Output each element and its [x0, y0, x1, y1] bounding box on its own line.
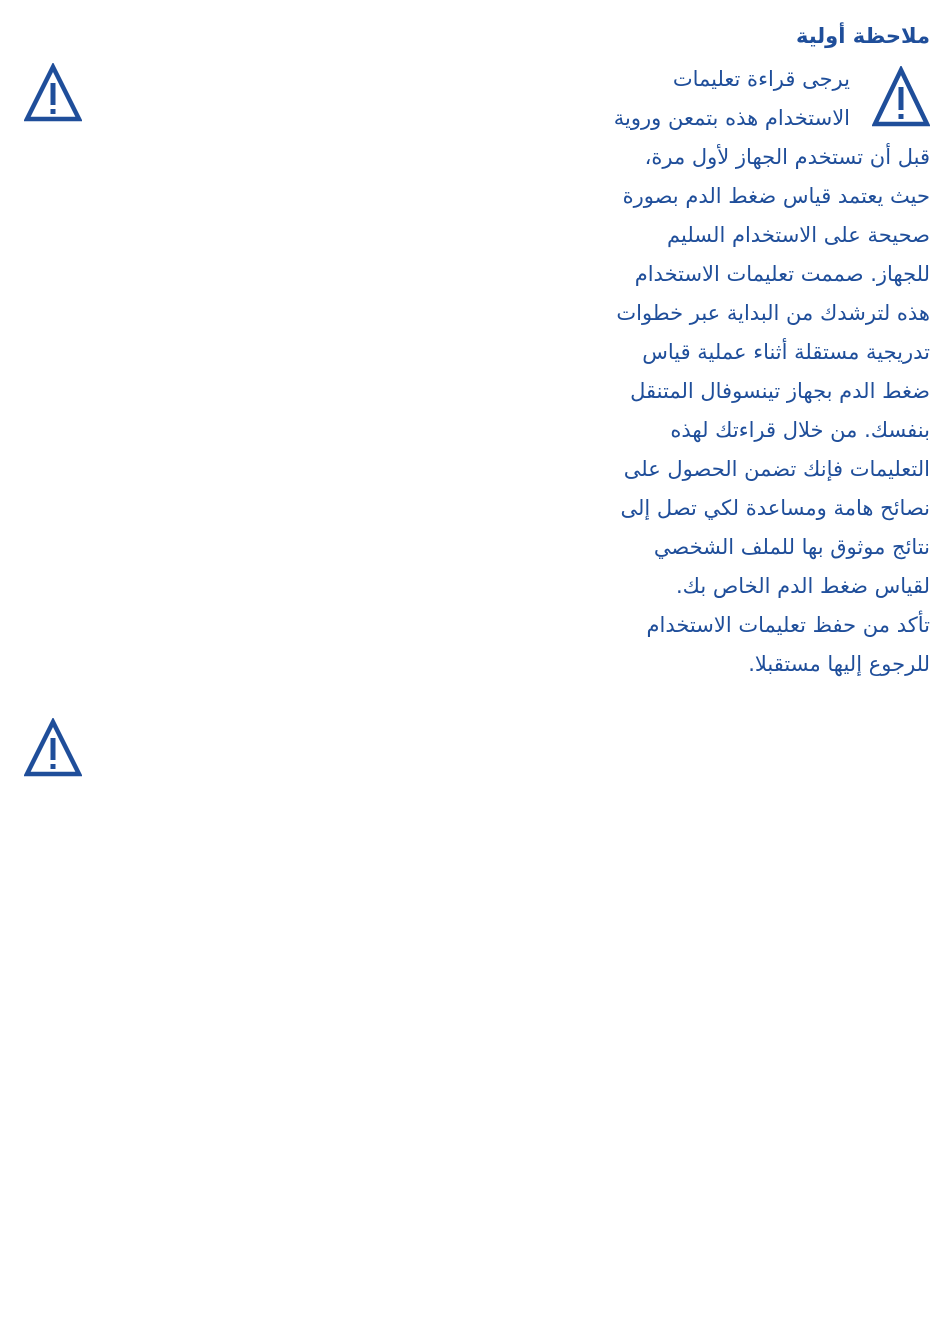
warning-triangle-icon	[24, 63, 82, 123]
body-line: التعليمات فإنك تضمن الحصول على	[623, 457, 930, 481]
body-line: تدريجية مستقلة أثناء عملية قياس	[642, 340, 930, 364]
body-line: صحيحة على الاستخدام السليم	[667, 223, 930, 247]
body-line: هذه لترشدك من البداية عبر خطوات	[616, 301, 930, 325]
body-line: للرجوع إليها مستقبلا.	[748, 652, 930, 676]
body-line: نصائح هامة ومساعدة لكي تصل إلى	[620, 496, 930, 520]
body-line: ضغط الدم بجهاز تينسوفال المتنقل	[630, 379, 930, 403]
body-line: قبل أن تستخدم الجهاز لأول مرة،	[644, 145, 930, 169]
intro-paragraph	[520, 60, 850, 138]
body-paragraph	[500, 138, 930, 684]
warning-triangle-icon	[24, 718, 82, 778]
warning-triangle-icon	[872, 66, 930, 128]
body-line: للجهاز. صممت تعليمات الاستخدام	[634, 262, 930, 286]
body-line: نتائج موثوق بها للملف الشخصي	[653, 535, 930, 559]
body-line: حيث يعتمد قياس ضغط الدم بصورة	[622, 184, 930, 208]
page-heading: ملاحظة أولية	[795, 24, 930, 48]
body-line: بنفسك. من خلال قراءتك لهذه	[670, 418, 930, 442]
body-line: لقياس ضغط الدم الخاص بك.	[675, 574, 930, 598]
intro-line: يرجى قراءة تعليمات	[672, 67, 850, 91]
body-line: تأكد من حفظ تعليمات الاستخدام	[646, 613, 930, 637]
intro-line: الاستخدام هذه بتمعن وروية	[613, 106, 850, 130]
